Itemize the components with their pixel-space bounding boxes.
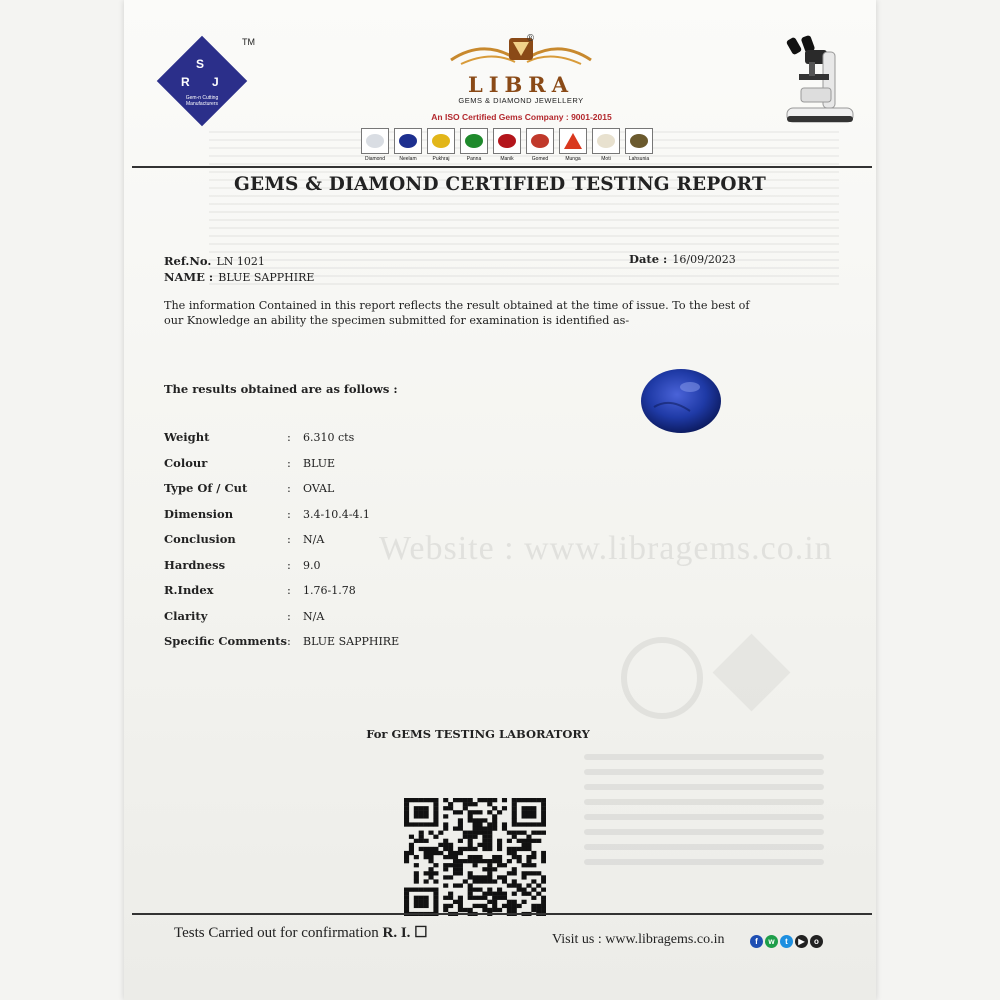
ri-text: R. I.	[382, 925, 411, 941]
gem-label: Munga	[565, 156, 581, 162]
qr-code[interactable]	[404, 798, 546, 916]
spec-row	[164, 456, 564, 476]
spec-label: Dimension	[164, 507, 234, 521]
header-rule	[132, 166, 872, 168]
intro-paragraph: The information Contained in this report reflects the result obtained at the time of issue. To the best of our Knowledge an ability the specimen submitted for examination is identified as-	[164, 299, 750, 327]
iso-certification: An ISO Certified Gems Company : 9001-2015	[431, 112, 612, 122]
spec-colon: :	[287, 558, 291, 572]
microscope-icon	[779, 32, 859, 132]
gem-cell	[459, 128, 489, 162]
spec-label: Specific Comments	[164, 634, 288, 648]
gem-cell	[591, 128, 621, 162]
spec-row	[164, 532, 564, 552]
gem-image	[394, 128, 422, 154]
spec-label: Conclusion	[164, 532, 236, 546]
gem-image	[592, 128, 620, 154]
certificate-sheet	[124, 0, 876, 1000]
whatsapp-icon[interactable]: w	[765, 935, 778, 948]
spec-row	[164, 609, 564, 629]
name-value: BLUE SAPPHIRE	[218, 271, 315, 284]
spec-value: 6.310 cts	[303, 431, 355, 444]
footer-visit[interactable]: Visit us : www.libragems.co.in	[552, 932, 725, 947]
spec-colon: :	[287, 634, 291, 648]
gem-image	[493, 128, 521, 154]
spec-label: Clarity	[164, 609, 208, 623]
instagram-icon[interactable]: o	[810, 935, 823, 948]
youtube-icon[interactable]: ▶	[795, 935, 808, 948]
gem-image	[460, 128, 488, 154]
gem-label: Manik	[500, 156, 514, 162]
gem-label: Neelam	[399, 156, 417, 162]
footer-tests-line	[174, 923, 428, 942]
gem-cell	[492, 128, 522, 162]
name-label: NAME :	[164, 270, 214, 284]
spec-row	[164, 558, 564, 578]
spec-row	[164, 583, 564, 603]
report-date	[629, 248, 736, 267]
gem-label: Moti	[601, 156, 611, 162]
spec-value: BLUE	[303, 457, 336, 470]
gem-cell	[624, 128, 654, 162]
libra-emblem-icon	[441, 30, 601, 70]
spec-value: 1.76-1.78	[303, 584, 356, 597]
gem-image	[427, 128, 455, 154]
watermark-diamond	[713, 634, 791, 712]
spec-colon: :	[287, 609, 291, 623]
results-heading: The results obtained are as follows :	[164, 382, 398, 396]
spec-colon: :	[287, 456, 291, 470]
spec-colon: :	[287, 481, 291, 495]
spec-colon: :	[287, 583, 291, 597]
spec-label: Type Of / Cut	[164, 481, 248, 495]
spec-colon: :	[287, 532, 291, 546]
gem-label: Diamond	[364, 156, 385, 162]
lab-signature: For GEMS TESTING LABORATORY	[366, 727, 590, 741]
spec-value: 3.4-10.4-4.1	[303, 508, 370, 521]
date-value: 16/09/2023	[672, 253, 736, 266]
trademark-mark: TM	[242, 37, 255, 47]
ref-label: Ref.No.	[164, 254, 212, 268]
gem-cell	[525, 128, 555, 162]
watermark-seal	[621, 637, 703, 719]
spec-label: Colour	[164, 456, 208, 470]
gemstone-strip	[360, 128, 654, 162]
spec-label: Hardness	[164, 558, 226, 572]
spec-value: N/A	[303, 610, 325, 623]
date-label: Date :	[629, 252, 668, 266]
watermark-address	[584, 745, 824, 874]
gemstone-photo	[640, 367, 722, 435]
srj-letter-j: J	[212, 75, 219, 89]
footer-rule	[132, 913, 872, 915]
gem-label: Lahsunia	[628, 156, 650, 162]
srj-letter-s: S	[196, 57, 205, 71]
spec-value: 9.0	[303, 559, 321, 572]
spec-colon: :	[287, 507, 291, 521]
spec-row	[164, 507, 564, 527]
facebook-icon[interactable]: f	[750, 935, 763, 948]
spec-row	[164, 481, 564, 501]
report-title: GEMS & DIAMOND CERTIFIED TESTING REPORT	[234, 174, 766, 195]
registered-mark: ®	[526, 34, 535, 44]
spec-colon: :	[287, 430, 291, 444]
spec-value: BLUE SAPPHIRE	[303, 635, 400, 648]
gem-cell	[558, 128, 588, 162]
srj-logo	[156, 35, 256, 135]
srj-tagline: Gem-n Cutting Manufacturers	[185, 95, 219, 107]
gem-cell	[426, 128, 456, 162]
tests-text: Tests Carried out for confirmation	[174, 925, 379, 941]
twitter-icon[interactable]: t	[780, 935, 793, 948]
social-icons	[750, 935, 823, 948]
brand-subtitle: GEMS & DIAMOND JEWELLERY	[458, 96, 584, 105]
gem-label: Pukhraj	[432, 156, 450, 162]
specimen-name	[164, 266, 314, 285]
srj-letter-r: R	[181, 75, 190, 89]
gem-cell	[360, 128, 390, 162]
gem-image	[361, 128, 389, 154]
spec-label: R.Index	[164, 583, 214, 597]
gem-image	[625, 128, 653, 154]
gem-cell	[393, 128, 423, 162]
gem-image	[559, 128, 587, 154]
gem-label: Gomed	[531, 156, 549, 162]
ri-checkbox: ☐	[414, 925, 428, 941]
watermark-website: Website : www.libragems.co.in	[379, 530, 833, 567]
spec-label: Weight	[164, 430, 210, 444]
brand-name: LIBRA	[467, 72, 575, 97]
gem-label: Panna	[466, 156, 482, 162]
spec-row	[164, 634, 564, 654]
gem-image	[526, 128, 554, 154]
ref-value: LN 1021	[216, 255, 265, 268]
spec-value: N/A	[303, 533, 325, 546]
spec-value: OVAL	[303, 482, 335, 495]
spec-row	[164, 430, 564, 450]
